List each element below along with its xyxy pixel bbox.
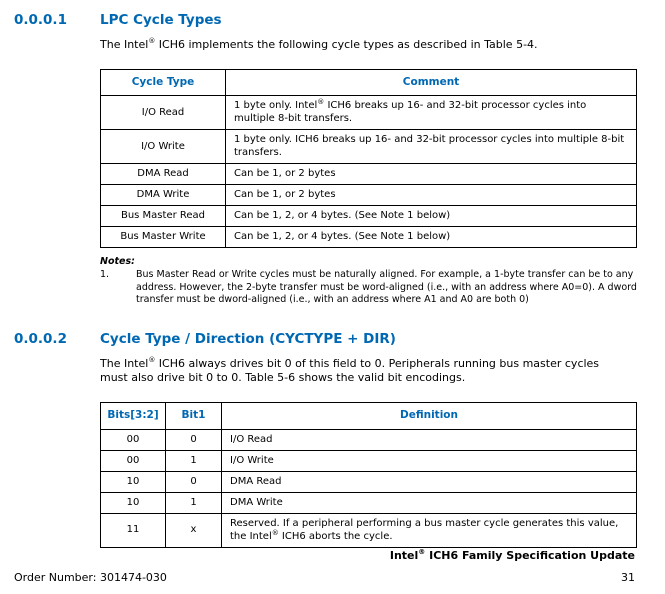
table-row [101,185,637,206]
table-header-row [101,403,637,430]
column-header: Cycle Type [101,69,226,96]
table-cell: Bus Master Write [101,227,226,248]
table-cell: DMA Read [222,471,637,492]
footer-order-number: Order Number: 301474-030 [14,571,167,584]
table-cell: 00 [101,450,166,471]
table-cell: 1 [166,450,222,471]
note-number: 1. [100,269,110,281]
table-cell: 1 byte only. ICH6 breaks up 16- and 32-bit processor cycles into multiple 8-bit transfers. [226,130,637,164]
notes-block [100,256,637,306]
table-cell: DMA Write [222,492,637,513]
footer-row [14,571,635,584]
column-header: Definition [222,403,637,430]
table-cell: I/O Write [222,450,637,471]
column-header: Bits[3:2] [101,403,166,430]
table-cell: Bus Master Read [101,206,226,227]
note-text: Bus Master Read or Write cycles must be naturally aligned. For example, a 1-byte transfer can be to any address. However, the 2-byte transfer must be word-aligned (i.e., with an address where A0=0). A dword transfer must be dword-aligned (i.e., with an address where A1 and A0 are both 0) [136,269,637,306]
table-header-row [101,69,637,96]
table-cell: 00 [101,429,166,450]
table-cell: I/O Read [222,429,637,450]
section-title: Cycle Type / Direction (CYCTYPE + DIR) [100,330,396,347]
table-cell: Can be 1, or 2 bytes [226,164,637,185]
note-item [100,269,637,307]
table-cell: 10 [101,492,166,513]
notes-label: Notes: [100,256,135,268]
table-cell: DMA Write [101,185,226,206]
section-cycle-type-direction [14,331,637,548]
table-cell: Can be 1, 2, or 4 bytes. (See Note 1 below) [226,227,637,248]
table-row [101,513,637,547]
section-intro-paragraph: The Intel® ICH6 implements the following cycle types as described in Table 5-4. [100,37,538,51]
column-header: Comment [226,69,637,96]
table-cell: 0 [166,471,222,492]
section-heading [14,12,637,28]
table-cell: 1 [166,492,222,513]
table-row [101,206,637,227]
section-heading [14,331,637,347]
table-cell: x [166,513,222,547]
footer-document-title: Intel® ICH6 Family Specification Update [389,548,635,562]
section-title: LPC Cycle Types [100,12,222,28]
table-row [101,164,637,185]
table-cell: Reserved. If a peripheral performing a bus master cycle generates this value, the Intel® ICH6 aborts the cycle. [222,513,637,547]
cycle-types-table [100,69,637,249]
table-row [101,492,637,513]
table-row [101,471,637,492]
table-row [101,429,637,450]
column-header: Bit1 [166,403,222,430]
section-lpc-cycle-types [14,12,637,307]
table-cell: Can be 1, 2, or 4 bytes. (See Note 1 below) [226,206,637,227]
table-row [101,227,637,248]
table-row [101,130,637,164]
page-footer [14,549,635,584]
section-number: 0.0.0.1 [14,12,67,28]
table-cell: I/O Write [101,130,226,164]
table-cell: 10 [101,471,166,492]
table-cell: I/O Read [101,96,226,130]
section-number: 0.0.0.2 [14,330,67,347]
table-row [101,450,637,471]
bit-encodings-table [100,402,637,548]
table-cell: DMA Read [101,164,226,185]
table-cell: 0 [166,429,222,450]
table-cell: 1 byte only. Intel® ICH6 breaks up 16- and 32-bit processor cycles into multiple 8-bit transfers. [226,96,637,130]
table-cell: 11 [101,513,166,547]
table-row [101,96,637,130]
table-cell: Can be 1, or 2 bytes [226,185,637,206]
footer-page-number: 31 [621,571,635,584]
section-intro-paragraph: The Intel® ICH6 always drives bit 0 of this field to 0. Peripherals running bus master cycles must also drive bit 0 to 0. Table 5-6 shows the valid bit encodings. [100,355,600,385]
